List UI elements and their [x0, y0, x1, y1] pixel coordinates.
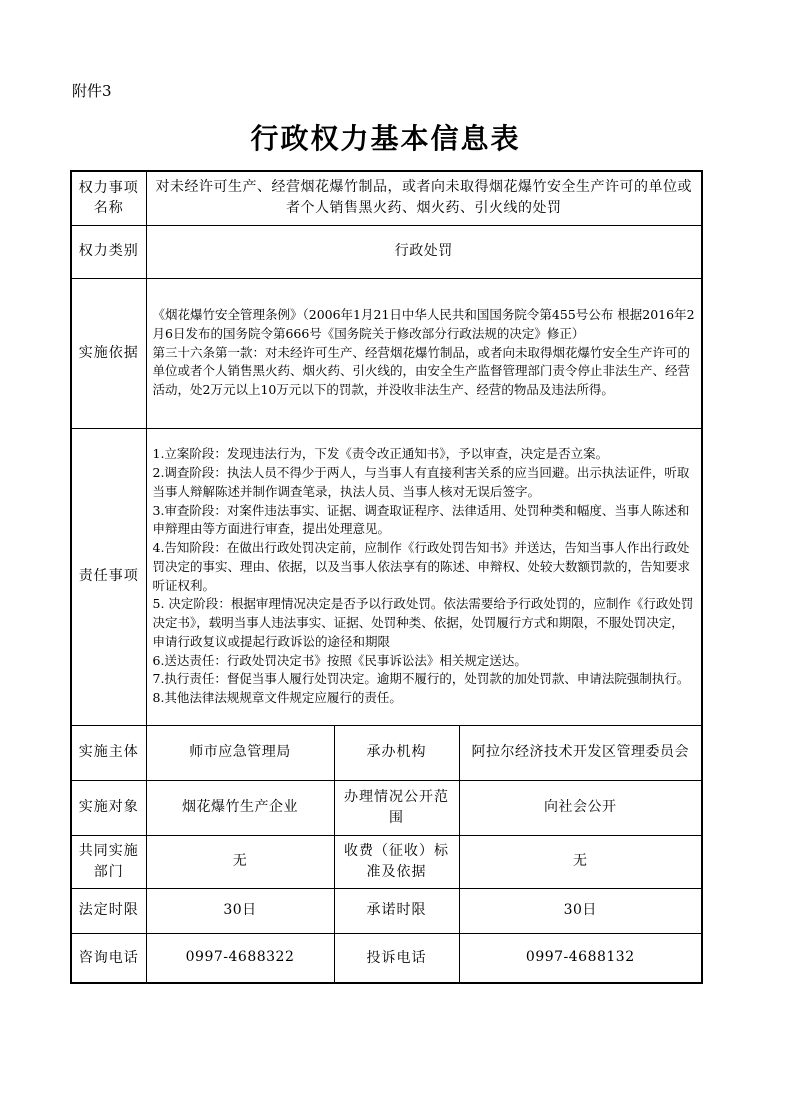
duty-item: 5. 决定阶段：根据审理情况决定是否予以行政处罚。依法需要给予行政处罚的，应制作《行政处罚决定书》，载明当事人违法事实、证据、处罚种类、依据，处罚履行方式和期限，不服处罚决定，申请行政复议或提起行政诉讼的途径和期限	[152, 596, 694, 649]
attachment-label: 附件3	[72, 82, 112, 100]
table-row	[71, 428, 702, 725]
duty-item: 8.其他法律法规规章文件规定应履行的责任。	[152, 690, 402, 705]
power-type-value: 行政处罚	[146, 225, 702, 278]
promised-limit-value: 30日	[459, 888, 702, 933]
legal-basis-paragraph: 《烟花爆竹安全管理条例》（2006年1月21日中华人民共和国国务院令第455号公布 根据2016年2月6日发布的国务院令第666号《国务院关于修改部分行政法规的决定》修正）	[152, 307, 695, 341]
table-row	[71, 835, 702, 888]
power-type-label: 权力类别	[71, 225, 146, 278]
table-row	[71, 888, 702, 933]
table-row	[71, 225, 702, 278]
legal-basis-paragraph: 第三十六条第一款：对未经许可生产、经营烟花爆竹制品，或者向未取得烟花爆竹安全生产许可的单位或者个人销售黑火药、烟火药、引火线的，由安全生产监督管理部门责令停止非法生产、经营活动，处2万元以上10万元以下的罚款，并没收非法生产、经营的物品及违法所得。	[152, 344, 691, 398]
joint-dept-label: 共同实施部门	[71, 835, 146, 888]
statutory-limit-value: 30日	[146, 888, 334, 933]
disclosure-scope-label: 办理情况公开范围	[334, 780, 459, 835]
handling-org-value: 阿拉尔经济技术开发区管理委员会	[459, 725, 702, 780]
table-row	[71, 780, 702, 835]
target-value: 烟花爆竹生产企业	[146, 780, 334, 835]
duty-item: 4.告知阶段：在做出行政处罚决定前，应制作《行政处罚告知书》并送达，告知当事人作出行政处罚决定的事实、理由、依据，以及当事人依法享有的陈述、申辩权、处较大数额罚款的，告知要求听证权利。	[152, 540, 691, 593]
target-label: 实施对象	[71, 780, 146, 835]
fee-standard-label: 收费（征收）标准及依据	[334, 835, 459, 888]
duty-items-text	[146, 428, 702, 725]
table-row	[71, 278, 702, 428]
page-title: 行政权力基本信息表	[250, 122, 521, 155]
power-name-value: 对未经许可生产、经营烟花爆竹制品，或者向未取得烟花爆竹安全生产许可的单位或者个人销售黑火药、烟火药、引火线的处罚	[146, 171, 702, 225]
fee-standard-value: 无	[459, 835, 702, 888]
power-name-label: 权力事项名称	[71, 171, 146, 225]
statutory-limit-label: 法定时限	[71, 888, 146, 933]
inquiry-phone-value: 0997-4688322	[146, 933, 334, 983]
duty-item: 6.送达责任：行政处罚决定书》按照《民事诉讼法》相关规定送达。	[152, 652, 527, 668]
info-table	[70, 170, 703, 984]
table-row	[71, 725, 702, 780]
complaint-phone-value: 0997-4688132	[459, 933, 702, 983]
disclosure-scope-value: 向社会公开	[459, 780, 702, 835]
duty-item: 1.立案阶段：发现违法行为，下发《责令改正通知书》，予以审查，决定是否立案。	[152, 446, 609, 462]
duty-item: 2.调查阶段：执法人员不得少于两人，与当事人有直接利害关系的应当回避。出示执法证件，听取当事人辩解陈述并制作调查笔录，执法人员、当事人核对无误后签字。	[152, 465, 690, 499]
duty-items-label: 责任事项	[71, 428, 146, 725]
implementer-value: 师市应急管理局	[146, 725, 334, 780]
joint-dept-value: 无	[146, 835, 334, 888]
legal-basis-text	[146, 278, 702, 428]
implementer-label: 实施主体	[71, 725, 146, 780]
table-row	[71, 933, 702, 983]
promised-limit-label: 承诺时限	[334, 888, 459, 933]
handling-org-label: 承办机构	[334, 725, 459, 780]
legal-basis-label: 实施依据	[71, 278, 146, 428]
table-row	[71, 171, 702, 225]
duty-item: 3.审查阶段：对案件违法事实、证据、调查取证程序、法律适用、处罚种类和幅度、当事人陈述和申辩理由等方面进行审查，提出处理意见。	[152, 502, 690, 537]
inquiry-phone-label: 咨询电话	[71, 933, 146, 983]
duty-item: 7.执行责任：督促当事人履行处罚决定。逾期不履行的，处罚款的加处罚款、申请法院强制执行。	[152, 671, 690, 687]
complaint-phone-label: 投诉电话	[334, 933, 459, 983]
